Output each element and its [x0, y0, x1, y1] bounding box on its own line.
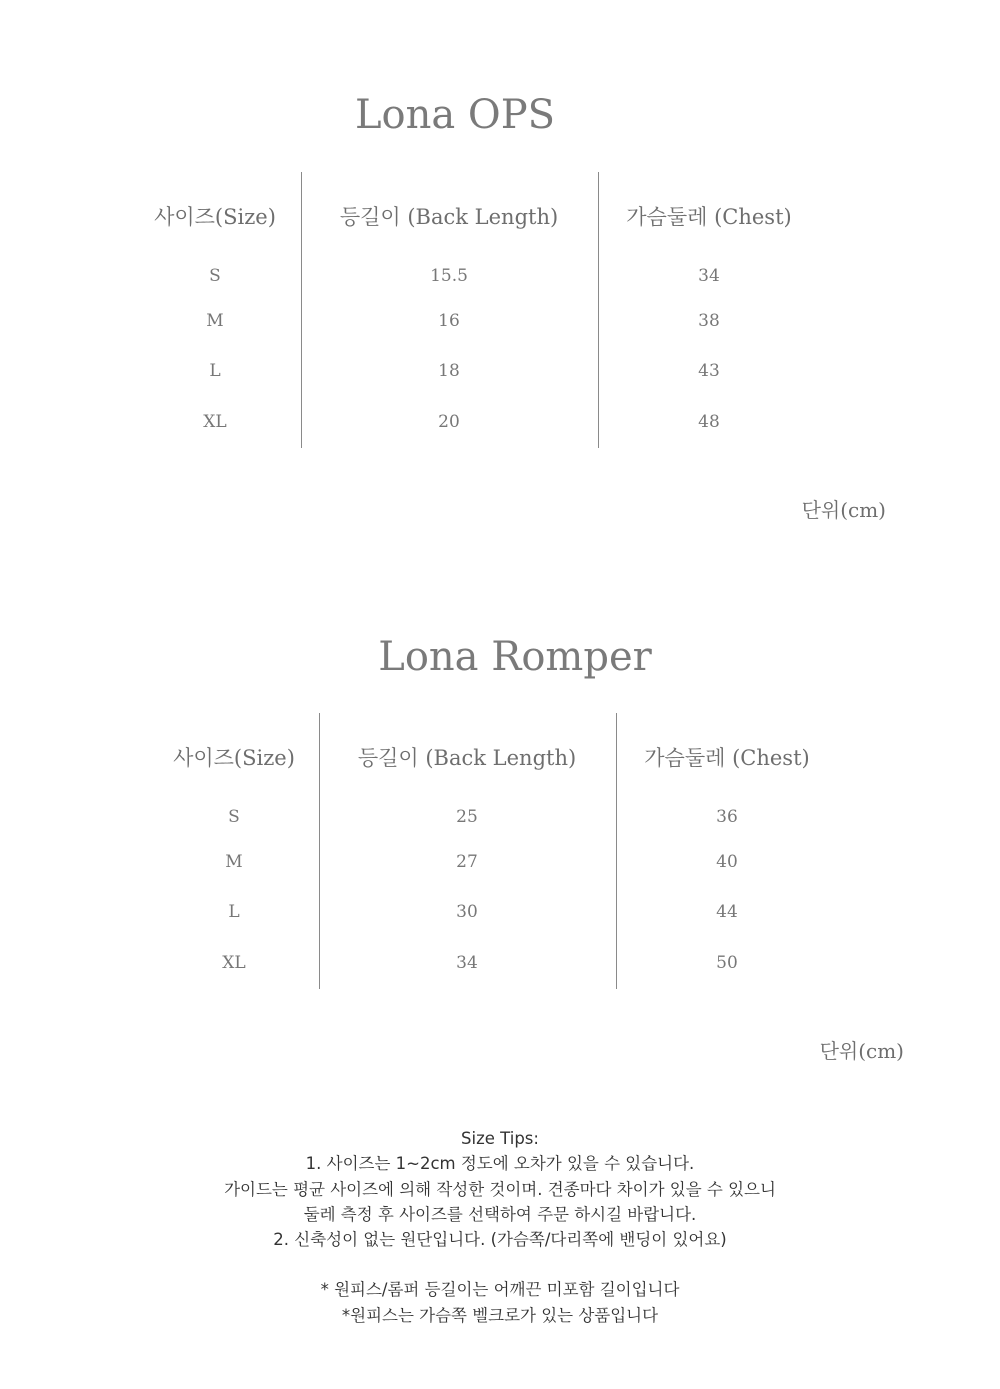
- cell-size: L: [209, 361, 221, 381]
- cell-back-length: 16: [438, 311, 460, 331]
- cell-size: M: [225, 852, 243, 872]
- note-line: * 원피스/롬퍼 등길이는 어깨끈 미포함 길이입니다: [320, 1280, 680, 1300]
- cell-size: L: [228, 902, 240, 922]
- cell-chest: 34: [698, 266, 720, 286]
- header-back-length: 등길이 (Back Length): [339, 205, 559, 229]
- tips-heading: Size Tips:: [461, 1129, 539, 1148]
- tip-line: 가이드는 평균 사이즈에 의해 작성한 것이며. 견종마다 차이가 있을 수 있으니: [224, 1179, 776, 1199]
- cell-back-length: 20: [438, 412, 460, 432]
- cell-size: XL: [203, 412, 227, 432]
- header-chest: 가슴둘레 (Chest): [626, 205, 792, 229]
- cell-chest: 40: [716, 852, 738, 872]
- cell-back-length: 18: [438, 361, 460, 381]
- header-back-length: 등길이 (Back Length): [357, 746, 577, 770]
- size-tips: [0, 1126, 1000, 1328]
- cell-chest: 50: [716, 953, 738, 973]
- cell-chest: 44: [716, 902, 738, 922]
- tip-line: 둘레 측정 후 사이즈를 선택하여 주문 하시길 바랍니다.: [303, 1204, 697, 1224]
- column-divider: [616, 713, 617, 989]
- cell-size: S: [209, 266, 221, 286]
- cell-size: XL: [222, 953, 246, 973]
- table-title: Lona Romper: [378, 634, 652, 680]
- tip-line: 1. 사이즈는 1~2cm 정도에 오차가 있을 수 있습니다.: [305, 1154, 695, 1174]
- unit-label: 단위(cm): [819, 1039, 904, 1063]
- column-divider: [301, 172, 302, 448]
- spacer: [0, 1252, 1000, 1277]
- cell-size: S: [228, 807, 240, 827]
- note-line: *원피스는 가슴쪽 벨크로가 있는 상품입니다: [341, 1305, 659, 1325]
- cell-back-length: 30: [456, 902, 478, 922]
- cell-chest: 48: [698, 412, 720, 432]
- tip-line: 2. 신축성이 없는 원단입니다. (가슴쪽/다리쪽에 밴딩이 있어요): [273, 1230, 727, 1250]
- header-chest: 가슴둘레 (Chest): [644, 746, 810, 770]
- cell-back-length: 27: [456, 852, 478, 872]
- table-title: Lona OPS: [354, 92, 556, 138]
- cell-chest: 43: [698, 361, 720, 381]
- column-divider: [598, 172, 599, 448]
- cell-back-length: 15.5: [430, 266, 468, 286]
- header-size: 사이즈(Size): [173, 746, 295, 770]
- column-divider: [319, 713, 320, 989]
- header-size: 사이즈(Size): [154, 205, 276, 229]
- cell-back-length: 25: [456, 807, 478, 827]
- cell-back-length: 34: [456, 953, 478, 973]
- cell-chest: 36: [716, 807, 738, 827]
- cell-chest: 38: [698, 311, 720, 331]
- cell-size: M: [206, 311, 224, 331]
- unit-label: 단위(cm): [801, 498, 886, 522]
